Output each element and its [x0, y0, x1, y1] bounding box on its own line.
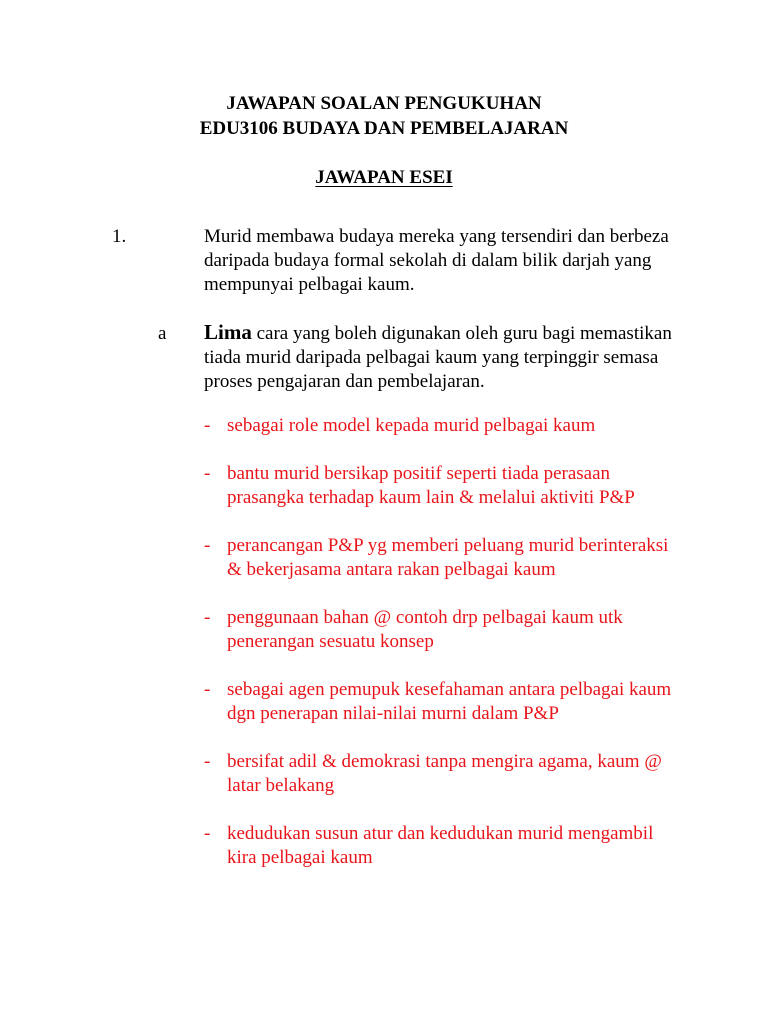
answer-text: kedudukan susun atur dan kedudukan murid mengambil kira pelbagai kaum — [227, 823, 654, 868]
answer-item — [204, 534, 674, 582]
answer-text: sebagai agen pemupuk kesefahaman antara pelbagai kaum dgn penerapan nilai-nilai murni dalam P&P — [227, 679, 672, 724]
section-heading: JAWAPAN ESEI — [315, 167, 453, 188]
answer-item — [204, 414, 674, 438]
dash-bullet: - — [204, 679, 211, 700]
part-question-lead: Lima — [204, 320, 252, 344]
answer-text: bantu murid bersikap positif seperti tiada perasaan prasangka terhadap kaum lain & melalui aktiviti P&P — [227, 463, 635, 508]
part-question — [204, 320, 694, 394]
dash-bullet: - — [204, 823, 211, 844]
document-title: JAWAPAN SOALAN PENGUKUHAN — [226, 93, 542, 114]
part-letter: a — [158, 323, 167, 344]
answer-text: penggunaan bahan @ contoh drp pelbagai kaum utk penerangan sesuatu konsep — [227, 607, 623, 652]
question-text: Murid membawa budaya mereka yang tersendiri dan berbeza daripada budaya formal sekolah di dalam bilik darjah yang mempunyai pelbagai kaum. — [204, 226, 669, 295]
course-title: EDU3106 BUDAYA DAN PEMBELAJARAN — [199, 118, 569, 139]
answer-text: bersifat adil & demokrasi tanpa mengira agama, kaum @ latar belakang — [227, 751, 662, 796]
dash-bullet: - — [204, 607, 211, 628]
answer-item — [204, 822, 674, 870]
part-question-text: cara yang boleh digunakan oleh guru bagi memastikan tiada murid daripada pelbagai kaum yang terpinggir semasa proses pengajaran dan pembelajaran. — [204, 323, 672, 392]
dash-bullet: - — [204, 415, 211, 436]
answer-item — [204, 678, 674, 726]
question-number: 1. — [112, 226, 127, 247]
answer-list — [204, 414, 674, 894]
answer-item — [204, 750, 674, 798]
dash-bullet: - — [204, 535, 211, 556]
answer-text: sebagai role model kepada murid pelbagai kaum — [227, 415, 596, 436]
dash-bullet: - — [204, 463, 211, 484]
dash-bullet: - — [204, 751, 211, 772]
answer-text: perancangan P&P yg memberi peluang murid berinteraksi & bekerjasama antara rakan pelbagai kaum — [227, 535, 669, 580]
answer-item — [204, 606, 674, 654]
answer-item — [204, 462, 674, 510]
